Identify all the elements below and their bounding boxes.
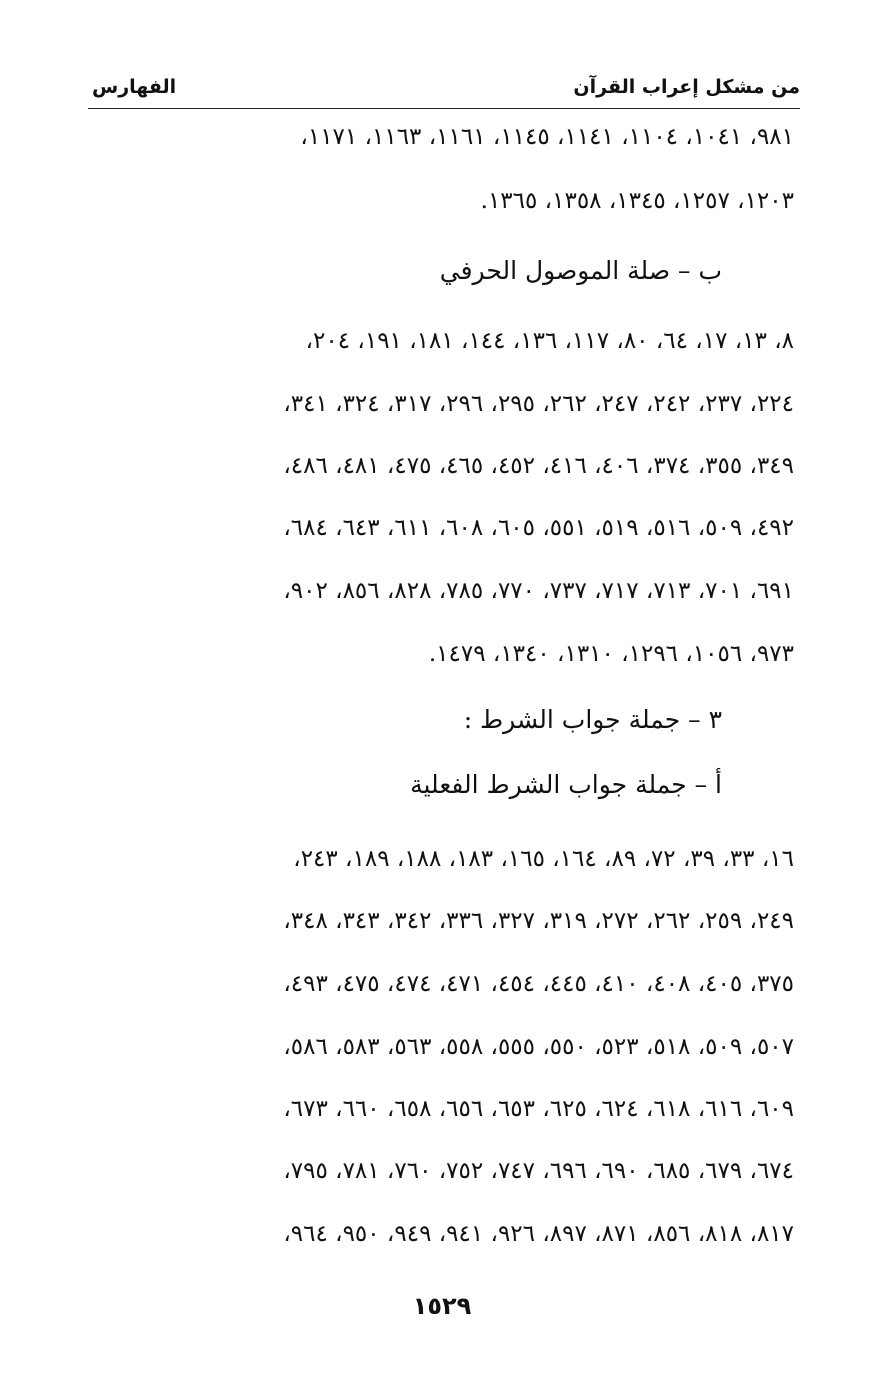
page-reference-line: ٩٧٣، ١٠٥٦، ١٢٩٦، ١٣١٠، ١٣٤٠، ١٤٧٩. xyxy=(428,641,794,667)
section-heading: ٣ – جملة جواب الشرط : xyxy=(463,705,722,734)
running-header-section-title: الفهارس xyxy=(92,76,177,98)
page-reference-line: ٦٠٩، ٦١٦، ٦١٨، ٦٢٤، ٦٢٥، ٦٥٣، ٦٥٦، ٦٥٨، ٦٦٠، ٦٧٣، xyxy=(283,1096,794,1122)
page-reference-line: ٦٩١، ٧٠١، ٧١٣، ٧١٧، ٧٣٧، ٧٧٠، ٧٨٥، ٨٢٨، ٨٥٦، ٩٠٢، xyxy=(283,578,794,604)
subsection-heading: أ – جملة جواب الشرط الفعلية xyxy=(410,770,722,799)
page-reference-line: ١٦، ٣٣، ٣٩، ٧٢، ٨٩، ١٦٤، ١٦٥، ١٨٣، ١٨٨، ١٨٩، ٢٤٣، xyxy=(293,846,794,872)
running-header-book-title: من مشكل إعراب القرآن xyxy=(573,76,800,98)
page-reference-line: ٥٠٧، ٥٠٩، ٥١٨، ٥٢٣، ٥٥٠، ٥٥٥، ٥٥٨، ٥٦٣، ٥٨٣، ٥٨٦، xyxy=(283,1034,794,1060)
page-reference-line: ٢٤٩، ٢٥٩، ٢٦٢، ٢٧٢، ٣١٩، ٣٢٧، ٣٣٦، ٣٤٢، ٣٤٣، ٣٤٨، xyxy=(283,908,794,934)
page-reference-line: ٨، ١٣، ١٧، ٦٤، ٨٠، ١١٧، ١٣٦، ١٤٤، ١٨١، ١٩١، ٢٠٤، xyxy=(305,328,794,354)
page-reference-line: ٨١٧، ٨١٨، ٨٥٦، ٨٧١، ٨٩٧، ٩٢٦، ٩٤١، ٩٤٩، ٩٥٠، ٩٦٤، xyxy=(283,1221,794,1247)
page-reference-line: ١٢٠٣، ١٢٥٧، ١٣٤٥، ١٣٥٨، ١٣٦٥. xyxy=(480,188,794,214)
page-number: ١٥٢٩ xyxy=(412,1292,472,1320)
page-reference-line: ٦٧٤، ٦٧٩، ٦٨٥، ٦٩٠، ٦٩٦، ٧٤٧، ٧٥٢، ٧٦٠، ٧٨١، ٧٩٥، xyxy=(283,1158,794,1184)
page-reference-line: ٢٢٤، ٢٣٧، ٢٤٢، ٢٤٧، ٢٦٢، ٢٩٥، ٢٩٦، ٣١٧، ٣٢٤، ٣٤١، xyxy=(283,391,794,417)
subsection-heading: ب – صلة الموصول الحرفي xyxy=(439,256,722,285)
page-reference-line: ٣٧٥، ٤٠٥، ٤٠٨، ٤١٠، ٤٤٥، ٤٥٤، ٤٧١، ٤٧٤، ٤٧٥، ٤٩٣، xyxy=(283,971,794,997)
page-reference-line: ٣٤٩، ٣٥٥، ٣٧٤، ٤٠٦، ٤١٦، ٤٥٢، ٤٦٥، ٤٧٥، ٤٨١، ٤٨٦، xyxy=(283,453,794,479)
page-reference-line: ٩٨١، ١٠٤١، ١١٠٤، ١١٤١، ١١٤٥، ١١٦١، ١١٦٣، ١١٧١، xyxy=(300,124,794,150)
header-rule xyxy=(88,108,800,109)
page-reference-line: ٤٩٢، ٥٠٩، ٥١٦، ٥١٩، ٥٥١، ٦٠٥، ٦٠٨، ٦١١، ٦٤٣، ٦٨٤، xyxy=(283,515,794,541)
